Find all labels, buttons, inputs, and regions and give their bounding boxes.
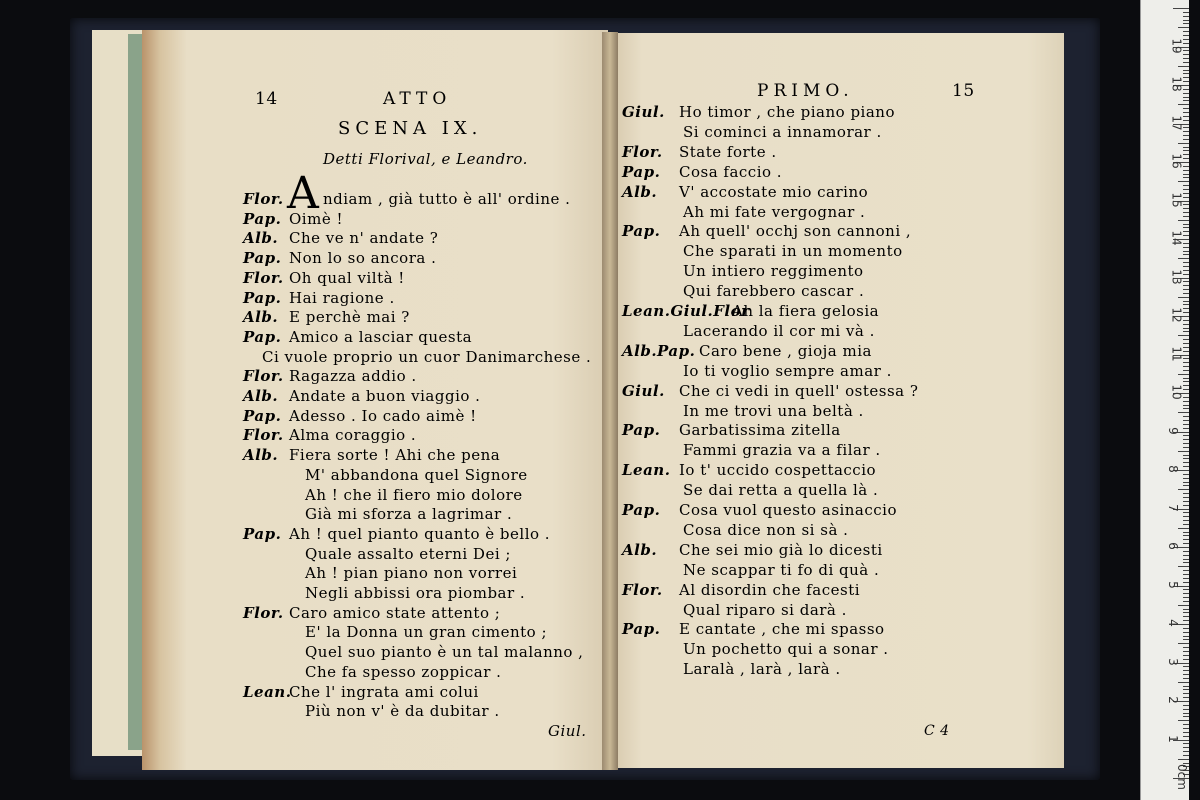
verse-line: V' accostate mio carino [679, 182, 869, 201]
ruler-tick [1183, 666, 1189, 667]
ruler-tick [1183, 16, 1189, 17]
ruler-tick [1183, 23, 1189, 24]
ruler-tick [1183, 58, 1189, 59]
ruler-tick [1178, 720, 1189, 721]
speaker-label: Alb. [243, 387, 279, 405]
ruler-tick [1183, 289, 1189, 290]
ruler-tick [1183, 424, 1189, 425]
ruler-tick [1178, 643, 1189, 644]
ruler-tick [1183, 732, 1189, 733]
ruler-label: 4 [1165, 619, 1180, 627]
speaker-label: Alb. [622, 540, 658, 559]
ruler-tick [1178, 27, 1189, 28]
speaker-label: Pap. [243, 288, 282, 307]
ruler-label: 13 [1169, 268, 1184, 285]
ruler-label: 7 [1165, 503, 1180, 512]
ruler-tick [1183, 185, 1189, 186]
ruler-tick [1183, 389, 1189, 390]
ruler-tick [1178, 104, 1189, 105]
ruler-tick [1183, 755, 1189, 756]
verse-line: Che sparati in un momento [683, 242, 903, 261]
ruler-tick [1183, 174, 1189, 175]
ruler-tick [1183, 416, 1189, 417]
verse-line: Laralà , larà , larà . [683, 660, 841, 679]
ruler-tick [1183, 193, 1189, 194]
verse-line: Ah quell' occhj son cannoni , [679, 222, 912, 241]
ruler-label: 2 [1165, 696, 1180, 704]
ruler-tick [1183, 620, 1189, 621]
verse-line: M' abbandona quel Signore [305, 465, 528, 484]
verse-line: Ah ! pian piano non vorrei [305, 564, 518, 583]
ruler-tick [1183, 139, 1189, 140]
left-running-header: ATTO [383, 89, 452, 109]
verse-line: Qual riparo si darà . [683, 600, 847, 619]
ruler-tick [1183, 331, 1189, 332]
ruler-label: 6 [1165, 542, 1180, 550]
ruler-tick [1183, 158, 1189, 159]
ruler-tick [1183, 405, 1189, 406]
ruler-tick [1183, 366, 1189, 367]
speaker-label: Alb. [243, 229, 279, 248]
ruler-tick [1183, 636, 1189, 637]
ruler-tick [1183, 562, 1189, 563]
verse-line: Adesso . Io cado aimè ! [289, 406, 477, 425]
verse-line: Cosa vuol questo asinaccio [679, 501, 897, 519]
ruler-tick [1183, 31, 1189, 32]
verse-line: Che fa spesso zoppicar . [305, 662, 502, 681]
ruler-tick [1178, 181, 1189, 182]
ruler-tick [1183, 12, 1189, 13]
ruler-tick [1183, 150, 1189, 151]
ruler-tick [1183, 670, 1189, 671]
ruler-tick [1183, 551, 1189, 552]
ruler-tick [1183, 116, 1189, 117]
ruler-tick [1178, 66, 1189, 67]
verse-line: Già mi sforza a lagrimar . [305, 505, 513, 524]
ruler-tick [1178, 297, 1189, 298]
ruler-tick [1183, 212, 1189, 213]
verse-line: Caro bene , gioja mia [699, 341, 872, 360]
ruler-tick [1183, 108, 1189, 109]
ruler-tick [1183, 462, 1189, 463]
ruler-label: 12 [1169, 307, 1184, 323]
ruler-tick [1183, 97, 1189, 98]
verse-line: Che ci vedi in quell' ostessa ? [679, 381, 919, 400]
ruler-tick [1183, 505, 1189, 506]
verse-line: Che sei mio già lo dicesti [679, 540, 883, 559]
ruler-tick [1183, 689, 1189, 690]
ruler-tick [1183, 308, 1189, 309]
verse-line: Cosa faccio . [679, 162, 783, 181]
speaker-label: Flor. [243, 367, 284, 386]
verse-line: Fammi grazia va a filar . [683, 441, 881, 460]
ruler-label: 11 [1169, 345, 1184, 362]
verse-line: Oh qual viltà ! [289, 268, 405, 287]
book-gutter [602, 32, 618, 770]
ruler-tick [1183, 112, 1189, 113]
ruler-tick [1183, 70, 1189, 71]
speaker-label: Pap. [622, 222, 661, 241]
ruler-tick [1178, 335, 1189, 336]
speaker-label: Flor. [243, 603, 284, 622]
verse-line: E perchè mai ? [289, 308, 410, 327]
speaker-label: Pap. [243, 209, 282, 228]
ruler-tick [1183, 254, 1189, 255]
verse-line: Ho timor , che piano piano [679, 103, 895, 121]
ruler-tick [1183, 570, 1189, 571]
verse-line: Quel suo pianto è un tal malanno , [305, 643, 584, 662]
ruler-tick [1183, 512, 1189, 513]
ruler-tick [1183, 154, 1189, 155]
ruler-tick [1178, 451, 1189, 452]
ruler-tick [1183, 312, 1189, 313]
ruler-tick [1178, 374, 1189, 375]
ruler-tick [1183, 697, 1189, 698]
ruler-tick [1183, 716, 1189, 717]
ruler-tick [1183, 478, 1189, 479]
verse-line: Lacerando il cor mi và . [683, 321, 875, 340]
verse-line: Fiera sorte ! Ahi che pena [289, 446, 501, 465]
ruler-tick [1183, 447, 1189, 448]
verse-line: Andate a buon viaggio . [289, 387, 481, 405]
ruler-tick [1183, 170, 1189, 171]
ruler-tick [1183, 466, 1189, 467]
ruler-tick [1183, 555, 1189, 556]
speaker-label: Giul. [622, 103, 665, 121]
ruler-tick [1183, 293, 1189, 294]
ruler-tick [1183, 535, 1189, 536]
ruler-tick [1183, 501, 1189, 502]
verse-line: Ah ! quel pianto quanto è bello . [289, 524, 551, 543]
ruler-tick [1183, 485, 1189, 486]
ruler-tick [1183, 743, 1189, 744]
ruler-label: 17 [1169, 114, 1184, 131]
ruler-tick [1183, 497, 1189, 498]
ruler-tick [1178, 682, 1189, 683]
ruler-tick [1183, 39, 1189, 40]
ruler-tick [1183, 728, 1189, 729]
ruler-tick [1183, 578, 1189, 579]
ruler-tick [1183, 628, 1189, 629]
verse-line: Se dai retta a quella là . [683, 481, 879, 500]
ruler-tick [1183, 539, 1189, 540]
ruler-tick [1183, 582, 1189, 583]
verse-line: Ne scappar ti fo di quà . [683, 560, 880, 579]
speaker-label: Flor. [243, 426, 284, 445]
verse-line: Caro amico state attento ; [289, 603, 501, 622]
speaker-label: Alb. [622, 182, 658, 201]
speaker-label: Lean. [622, 461, 671, 480]
ruler-tick [1183, 559, 1189, 560]
ruler-tick [1183, 54, 1189, 55]
ruler-tick [1183, 751, 1189, 752]
ruler-tick [1183, 251, 1189, 252]
ruler-tick [1183, 247, 1189, 248]
ruler-tick [1178, 528, 1189, 529]
ruler-tick [1183, 589, 1189, 590]
verse-line: Ragazza addio . [289, 367, 417, 386]
ruler-tick [1183, 455, 1189, 456]
ruler-tick [1183, 443, 1189, 444]
ruler-tick [1183, 713, 1189, 714]
verse-line: Qui farebbero cascar . [683, 282, 865, 301]
ruler-tick [1183, 77, 1189, 78]
ruler-tick [1183, 616, 1189, 617]
ruler-tick [1183, 204, 1189, 205]
speaker-label: Giul. [622, 381, 665, 400]
ruler-tick [1183, 593, 1189, 594]
ruler-tick [1183, 516, 1189, 517]
ruler-tick [1183, 482, 1189, 483]
ruler-tick [1183, 397, 1189, 398]
ruler-label: 8 [1165, 465, 1180, 473]
ruler-tick [1183, 724, 1189, 725]
speaker-label: Pap. [622, 162, 661, 181]
right-page-number: 15 [952, 81, 975, 101]
ruler-tick [1183, 420, 1189, 421]
verse-line: Negli abbissi ora piombar . [305, 584, 526, 602]
ruler-tick [1183, 43, 1189, 44]
ruler-tick [1183, 597, 1189, 598]
ruler-label: 9 [1165, 426, 1180, 435]
ruler-label: 19 [1169, 37, 1184, 54]
ruler-tick [1183, 347, 1189, 348]
ruler-tick [1178, 566, 1189, 567]
speaker-label: Pap. [243, 327, 282, 346]
verse-line: Si cominci a innamorar . [683, 122, 882, 141]
verse-line: Ci vuole proprio un cuor Danimarchese . [262, 347, 592, 366]
ruler-tick [1183, 493, 1189, 494]
verse-line: E' la Donna un gran cimento ; [305, 623, 548, 642]
catchword: Giul. [548, 722, 587, 740]
ruler-tick [1183, 659, 1189, 660]
ruler-tick [1183, 274, 1189, 275]
drop-cap: A [287, 168, 319, 219]
verse-line: Alma coraggio . [289, 426, 417, 445]
ruler-tick [1183, 747, 1189, 748]
speaker-label: Pap. [243, 249, 282, 268]
ruler-tick [1183, 574, 1189, 575]
ruler-tick [1183, 439, 1189, 440]
ruler-tick [1183, 693, 1189, 694]
ruler-tick [1183, 709, 1189, 710]
ruler-tick [1183, 351, 1189, 352]
ruler-tick [1183, 458, 1189, 459]
ruler-tick [1178, 258, 1189, 259]
scene-title: SCENA IX. [338, 118, 483, 139]
ruler-tick [1173, 8, 1189, 9]
ruler-tick [1183, 324, 1189, 325]
ruler-tick [1183, 686, 1189, 687]
ruler-tick [1183, 208, 1189, 209]
ruler-tick [1183, 189, 1189, 190]
ruler-tick [1183, 601, 1189, 602]
ruler-label: 16 [1169, 153, 1184, 169]
speaker-label: Lean.Giul.Flor [622, 302, 750, 320]
ruler-tick [1183, 285, 1189, 286]
ruler-tick [1183, 135, 1189, 136]
ruler-tick [1183, 120, 1189, 121]
ruler-tick [1183, 639, 1189, 640]
ruler-tick [1183, 651, 1189, 652]
ruler-tick [1183, 266, 1189, 267]
ruler-tick [1183, 705, 1189, 706]
ruler-tick [1183, 166, 1189, 167]
ruler-tick [1183, 73, 1189, 74]
ruler-tick [1183, 674, 1189, 675]
speaker-label: Flor. [622, 580, 663, 599]
ruler-tick [1178, 412, 1189, 413]
ruler-tick [1183, 270, 1189, 271]
ruler-tick [1183, 370, 1189, 371]
ruler-tick [1183, 474, 1189, 475]
ruler-tick [1183, 62, 1189, 63]
speaker-label: Pap. [622, 501, 661, 519]
verse-line: Oimè ! [289, 209, 343, 228]
ruler-tick [1183, 20, 1189, 21]
verse-line: Non lo so ancora . [289, 249, 437, 268]
speaker-label: Pap. [243, 524, 282, 543]
verse-line: Ah la fiera gelosia [732, 302, 880, 320]
ruler-tick [1183, 339, 1189, 340]
ruler-tick [1183, 127, 1189, 128]
verse-line: Garbatissima zitella [679, 421, 841, 440]
stage-direction: Detti Florival, e Leandro. [323, 150, 528, 168]
ruler-tick [1183, 216, 1189, 217]
verse-line: Che l' ingrata ami colui [289, 682, 479, 701]
verse-line: Un intiero reggimento [683, 262, 864, 281]
ruler-label: 1 [1165, 734, 1180, 743]
ruler-tick [1183, 381, 1189, 382]
verse-line: ndiam , già tutto è all' ordine . [323, 190, 571, 208]
verse-line: Quale assalto eterni Dei ; [305, 544, 511, 563]
ruler-label: 3 [1165, 657, 1180, 666]
signature-mark: C 4 [924, 723, 950, 739]
ruler-tick [1183, 343, 1189, 344]
ruler-tick [1183, 177, 1189, 178]
verse-line: Io t' uccido cospettaccio [679, 461, 877, 480]
ruler-tick [1183, 647, 1189, 648]
ruler-tick [1183, 131, 1189, 132]
ruler-tick [1183, 520, 1189, 521]
ruler-tick [1183, 301, 1189, 302]
ruler-tick [1183, 243, 1189, 244]
measuring-ruler [1140, 0, 1189, 800]
ruler-label: 10 [1169, 384, 1184, 400]
ruler-tick [1183, 89, 1189, 90]
ruler-tick [1183, 408, 1189, 409]
ruler-tick [1183, 93, 1189, 94]
ruler-tick [1183, 227, 1189, 228]
ruler-tick [1183, 736, 1189, 737]
ruler-tick [1183, 35, 1189, 36]
verse-line: Un pochetto qui a sonar . [683, 640, 889, 659]
ruler-label: 0cm [1174, 764, 1189, 790]
speaker-label: Flor. [622, 142, 663, 161]
speaker-label: Pap. [622, 620, 661, 639]
verse-line: Ah mi fate vergognar . [683, 202, 866, 221]
ruler-tick [1183, 655, 1189, 656]
ruler-tick [1183, 100, 1189, 101]
ruler-tick [1183, 231, 1189, 232]
ruler-tick [1183, 532, 1189, 533]
speaker-label: Alb. [243, 308, 279, 327]
speaker-label: Flor. [243, 268, 284, 287]
ruler-label: 5 [1165, 580, 1180, 589]
ruler-tick [1183, 281, 1189, 282]
verse-line: Al disordin che facesti [679, 580, 861, 599]
ruler-tick [1183, 320, 1189, 321]
ruler-tick [1178, 759, 1189, 760]
ruler-tick [1183, 435, 1189, 436]
ruler-tick [1183, 401, 1189, 402]
ruler-tick [1183, 428, 1189, 429]
speaker-label: Pap. [243, 406, 282, 425]
ruler-tick [1178, 143, 1189, 144]
ruler-label: 14 [1169, 230, 1184, 246]
ruler-tick [1183, 678, 1189, 679]
ruler-tick [1183, 609, 1189, 610]
verse-line: Ah ! che il fiero mio dolore [305, 485, 523, 504]
speaker-label: Alb.Pap. [622, 341, 696, 360]
ruler-tick [1183, 385, 1189, 386]
ruler-tick [1183, 224, 1189, 225]
verse-line: Cosa dice non si sà . [683, 520, 849, 539]
ruler-tick [1183, 197, 1189, 198]
left-page-number: 14 [255, 89, 278, 109]
verse-line: Hai ragione . [289, 288, 395, 307]
ruler-tick [1183, 81, 1189, 82]
speaker-label: Pap. [622, 421, 661, 440]
ruler-tick [1183, 262, 1189, 263]
verse-line: State forte . [679, 142, 777, 161]
verse-line: Io ti voglio sempre amar . [683, 361, 892, 380]
verse-line: In me trovi una beltà . [683, 401, 864, 420]
verse-line: Amico a lasciar questa [289, 327, 473, 346]
ruler-tick [1183, 235, 1189, 236]
ruler-label: 15 [1169, 191, 1184, 208]
speaker-label: Flor. [243, 190, 284, 208]
verse-line: Più non v' è da dubitar . [305, 702, 500, 721]
verse-line: Che ve n' andate ? [289, 229, 439, 248]
ruler-tick [1178, 489, 1189, 490]
speaker-label: Lean. [243, 682, 292, 701]
speaker-label: Alb. [243, 446, 279, 465]
ruler-tick [1183, 524, 1189, 525]
ruler-tick [1183, 378, 1189, 379]
ruler-tick [1183, 147, 1189, 148]
ruler-tick [1183, 304, 1189, 305]
verse-line: E cantate , che mi spasso [679, 620, 885, 639]
ruler-tick [1183, 362, 1189, 363]
ruler-tick [1178, 220, 1189, 221]
ruler-tick [1183, 50, 1189, 51]
ruler-tick [1183, 543, 1189, 544]
ruler-tick [1178, 605, 1189, 606]
ruler-tick [1183, 612, 1189, 613]
ruler-tick [1183, 358, 1189, 359]
right-running-header: PRIMO. [757, 81, 854, 101]
ruler-label: 18 [1169, 76, 1184, 92]
ruler-tick [1183, 632, 1189, 633]
ruler-tick [1183, 328, 1189, 329]
